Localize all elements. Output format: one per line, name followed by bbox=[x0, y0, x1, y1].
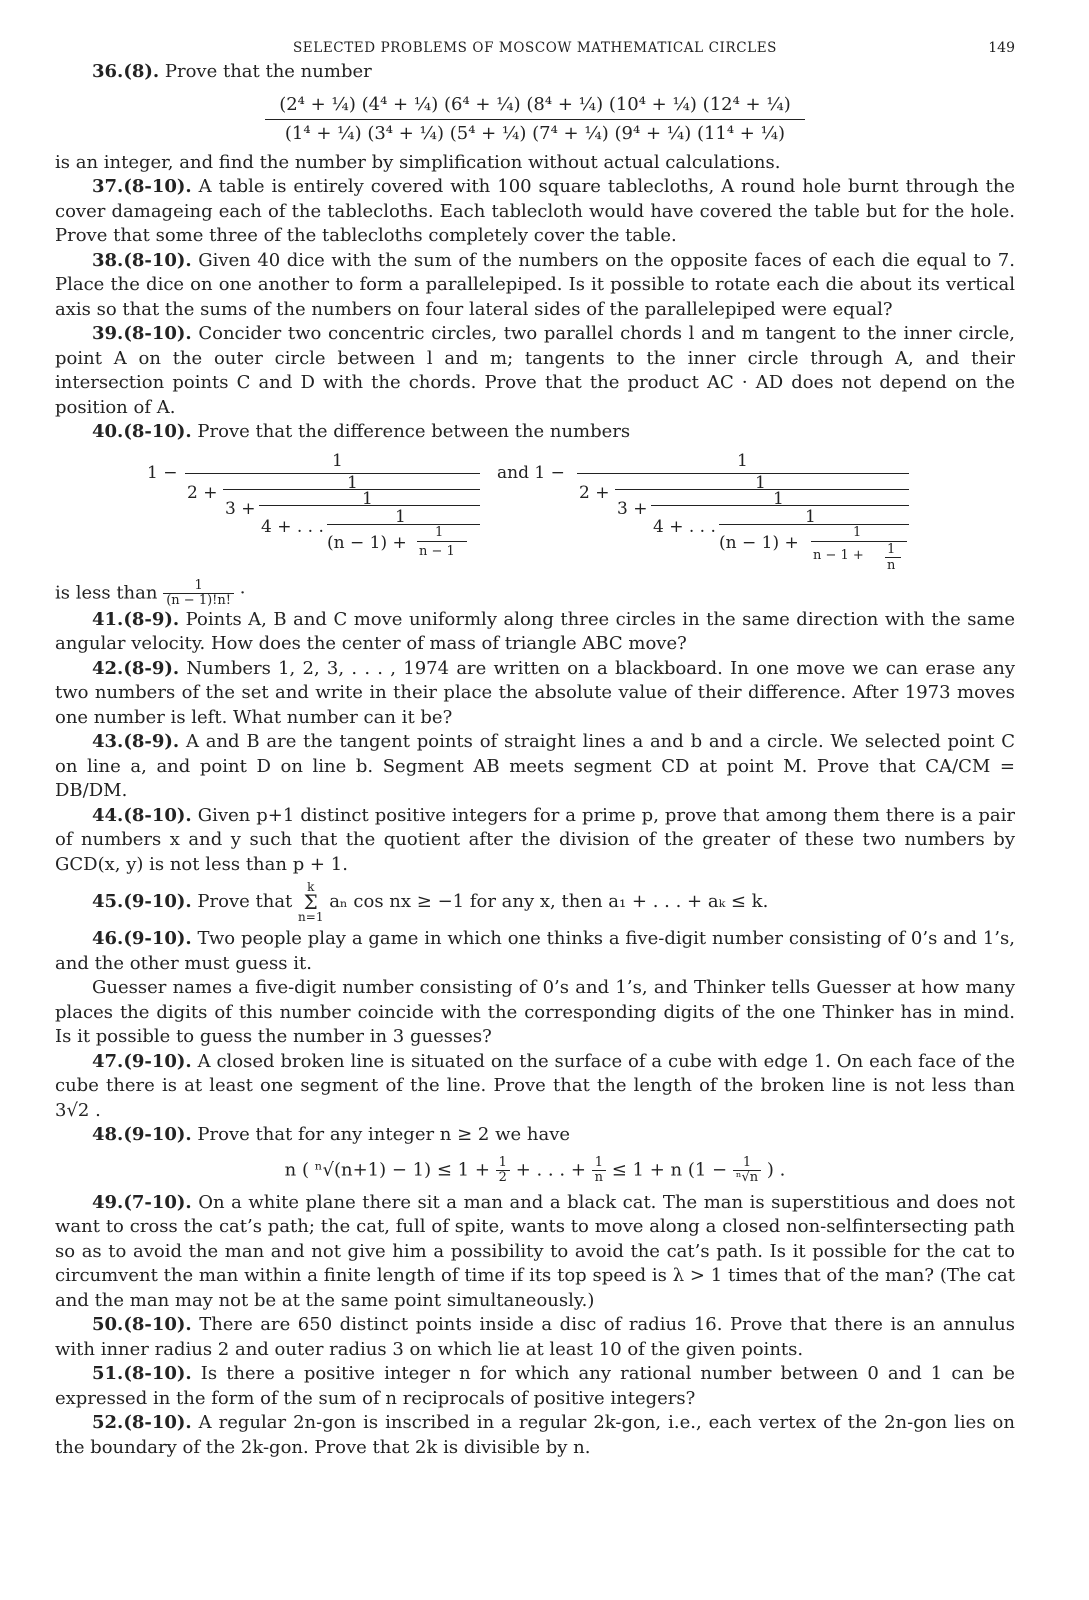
problem-44 bbox=[55, 804, 1015, 878]
bound-fraction bbox=[163, 579, 234, 608]
problem-43 bbox=[55, 730, 1015, 804]
problem-text: Prove that the difference between the numbers bbox=[197, 421, 631, 442]
problem-42 bbox=[55, 657, 1015, 731]
cf-n-minus-1-plus: (n − 1) + bbox=[719, 532, 799, 553]
formula-right: ≤ 1 + n (1 − bbox=[611, 1159, 728, 1180]
problem-text: Given 40 dice with the sum of the numbers on the opposite faces of each die equal to 7. Place the dice on one another to form a parallelepiped. Is it possible to rotate each die about its vertical axis so that the sums of the numbers on four lateral sides of the parallelepiped were equal? bbox=[55, 249, 1015, 320]
problem-36-after: is an integer, and find the number by simplification without actual calculations. bbox=[55, 151, 781, 173]
formula-left: n ( ⁿ√(n+1) − 1) ≤ 1 + bbox=[284, 1159, 490, 1180]
page-number: 149 bbox=[988, 40, 1015, 56]
problem-number: 49.(7-10). bbox=[92, 1191, 192, 1213]
cf-and: and 1 − bbox=[497, 462, 565, 483]
cf-one: 1 bbox=[805, 506, 816, 527]
problem-37 bbox=[55, 175, 1015, 249]
problem-number: 45.(9-10). bbox=[92, 891, 192, 912]
problem-number: 42.(8-9). bbox=[92, 657, 180, 679]
problem-46 bbox=[55, 927, 1015, 976]
fraction-numerator: 1 bbox=[733, 1156, 761, 1171]
cf-n-minus-1-plus-short: n − 1 + bbox=[813, 547, 864, 563]
cf-one: 1 bbox=[737, 450, 748, 471]
problem-41 bbox=[55, 608, 1015, 657]
one-over-n-fraction bbox=[592, 1156, 606, 1185]
cf-one: 1 bbox=[773, 488, 784, 509]
fraction-denominator: ⁿ√n bbox=[735, 1169, 759, 1185]
cf-and-container bbox=[495, 449, 585, 489]
cf-bar bbox=[223, 489, 480, 490]
problem-text: Is there a positive integer n for which any rational number between 0 and 1 can be expressed in the form of the sum of n reciprocals of positive integers? bbox=[55, 1363, 1015, 1409]
problem-number: 41.(8-9). bbox=[92, 608, 180, 630]
cf-one: 1 bbox=[755, 472, 766, 493]
cf-one: 1 bbox=[853, 524, 862, 540]
fraction-36 bbox=[55, 91, 1015, 149]
fraction-denominator: (1⁴ + ¼) (3⁴ + ¼) (5⁴ + ¼) (7⁴ + ¼) (9⁴ + ¼) (11⁴ + ¼) bbox=[284, 123, 786, 144]
formula-mid: + . . . + bbox=[515, 1159, 586, 1180]
cf-one: 1 bbox=[435, 524, 444, 540]
problem-51 bbox=[55, 1362, 1015, 1411]
cf-bar bbox=[185, 473, 480, 474]
cf-four-plus: 4 + . . . bbox=[653, 516, 716, 537]
summation bbox=[298, 881, 323, 923]
cf-one: 1 bbox=[332, 450, 343, 471]
problem-47 bbox=[55, 1050, 1015, 1124]
problem-text: Numbers 1, 2, 3, . . . , 1974 are written on a blackboard. In one move we can erase any two numbers of the set and write in their place the absolute value of their difference. After 1973 moves one number is left. What number can it be? bbox=[55, 657, 1015, 728]
problem-text: On a white plane there sit a man and a black cat. The man is superstitious and does not want to cross the cat’s path; the cat, full of spite, wants to move along a closed non-selfintersecting path so as to avoid the man and not give him a possibility to avoid the cat’s path. Is it possible for the cat to circumvent the man within a finite length of time if its top speed is λ > 1 times that of the man? (The cat and the man may not be at the same point simultaneously.) bbox=[55, 1191, 1015, 1311]
fraction-numerator: 1 bbox=[163, 579, 234, 594]
problem-text: A closed broken line is situated on the surface of a cube with edge 1. On each face of the cube there is at least one segment of the line. Prove that the length of the broken line is not less than 3√2 . bbox=[55, 1050, 1016, 1121]
half-fraction bbox=[496, 1156, 510, 1185]
cf-bar bbox=[327, 524, 480, 525]
problem-36 bbox=[55, 60, 1015, 85]
problem-text: Prove that the number bbox=[164, 61, 372, 82]
problem-text: Two people play a game in which one thinks a five-digit number consisting of 0’s and 1’s, and the other must guess it. bbox=[55, 928, 1015, 974]
continued-fraction-right bbox=[575, 449, 915, 579]
cf-one: 1 bbox=[395, 506, 406, 527]
fraction-denominator: (n − 1)!n! bbox=[166, 592, 231, 608]
formula-end: ) . bbox=[766, 1159, 786, 1180]
problem-text-post: aₙ cos nx ≥ −1 for any x, then a₁ + . . . + aₖ ≤ k. bbox=[329, 891, 769, 912]
problem-number: 47.(9-10). bbox=[92, 1050, 192, 1072]
fraction-denominator: 2 bbox=[498, 1169, 507, 1185]
problem-text: Concider two concentric circles, two parallel chords l and m tangent to the inner circle, point A on the outer circle between l and m; tangents to the inner circle through A, and their intersection points C and D with the chords. Prove that the product AC · AD does not depend on the position of A. bbox=[55, 323, 1015, 418]
cf-n-minus-1-plus: (n − 1) + bbox=[327, 532, 407, 553]
running-header bbox=[55, 36, 1015, 60]
cf-one-minus: 1 − bbox=[147, 462, 178, 483]
problem-text: Given p+1 distinct positive integers for a prime p, prove that among them there is a pair of numbers x and y such that the quotient after the division of the greater of these two numbers by GCD(x, y) is not less than p + 1. bbox=[55, 804, 1015, 875]
problem-text: Points A, B and C move uniformly along three circles in the same direction with the same angular velocity. How does the center of mass of triangle ABC move? bbox=[55, 608, 1015, 654]
problem-number: 51.(8-10). bbox=[92, 1363, 192, 1384]
cf-one: 1 bbox=[362, 488, 373, 509]
problem-text: A regular 2n-gon is inscribed in a regular 2k-gon, i.e., each vertex of the 2n-gon lies on the boundary of the 2k-gon. Prove that 2k is divisible by n. bbox=[55, 1412, 1015, 1458]
after-text: is less than bbox=[55, 582, 158, 603]
problem-40 bbox=[55, 420, 1015, 445]
problem-text: There are 650 distinct points inside a disc of radius 16. Prove that there is an annulus with inner radius 2 and outer radius 3 on which lie at least 10 of the given points. bbox=[55, 1314, 1015, 1360]
cf-two-plus: 2 + bbox=[187, 482, 218, 503]
problem-46-cont: Guesser names a five-digit number consisting of 0’s and 1’s, and Thinker tells Guesser at how many places the digits of this number coincide with the corresponding digits of the one Thinker has in mind. Is it possible to guess the number in 3 guesses? bbox=[55, 977, 1015, 1047]
continued-fractions bbox=[55, 449, 1015, 579]
cf-two-plus: 2 + bbox=[579, 482, 610, 503]
after-end: · bbox=[239, 582, 246, 603]
formula-48 bbox=[55, 1156, 1015, 1185]
cf-n-minus-1: n − 1 bbox=[419, 543, 455, 559]
fraction-numerator: (2⁴ + ¼) (4⁴ + ¼) (6⁴ + ¼) (8⁴ + ¼) (10⁴ + ¼) (12⁴ + ¼) bbox=[279, 93, 791, 115]
problem-52 bbox=[55, 1411, 1015, 1460]
cf-n: n bbox=[887, 557, 896, 573]
continued-fraction-left bbox=[147, 449, 487, 579]
problem-number: 40.(8-10). bbox=[92, 421, 192, 442]
cf-bar bbox=[417, 541, 467, 542]
cf-one: 1 bbox=[887, 541, 896, 557]
problem-number: 48.(9-10). bbox=[92, 1124, 192, 1145]
problem-39 bbox=[55, 322, 1015, 420]
problem-text: Prove that bbox=[197, 891, 293, 912]
problem-number: 43.(8-9). bbox=[92, 731, 180, 752]
problem-text: A table is entirely covered with 100 square tablecloths, A round hole burnt through the cover damageing each of the tablecloths. Each tablecloth would have covered the table but for the hole. Prove that some three of the tablecloths completely cover the table. bbox=[55, 176, 1015, 246]
fraction-numerator: 1 bbox=[592, 1156, 606, 1171]
problem-49 bbox=[55, 1191, 1015, 1314]
fraction-denominator: n bbox=[594, 1169, 604, 1185]
problem-number: 52.(8-10). bbox=[92, 1412, 192, 1433]
sum-symbol: Σ bbox=[303, 890, 318, 914]
root-fraction bbox=[733, 1156, 761, 1185]
problem-number: 36.(8). bbox=[92, 61, 160, 82]
cf-bar bbox=[651, 505, 909, 506]
cf-bar bbox=[577, 473, 909, 474]
problem-number: 39.(8-10). bbox=[92, 323, 192, 344]
header-title: SELECTED PROBLEMS OF MOSCOW MATHEMATICAL CIRCLES bbox=[292, 40, 778, 56]
problem-text: Prove that for any integer n ≥ 2 we have bbox=[197, 1124, 571, 1145]
problem-45 bbox=[55, 881, 1015, 923]
page bbox=[55, 36, 1015, 1460]
problem-38 bbox=[55, 249, 1015, 323]
problem-text: A and B are the tangent points of straight lines a and b and a circle. We selected point C on line a, and point D on line b. Segment AB meets segment CD at point M. Prove that CA/CM = DB/DM. bbox=[55, 731, 1015, 801]
sum-lower: n=1 bbox=[298, 910, 324, 924]
problem-40-after bbox=[55, 579, 1015, 608]
cf-three-plus: 3 + bbox=[225, 498, 256, 519]
cf-bar bbox=[719, 524, 909, 525]
problem-50 bbox=[55, 1313, 1015, 1362]
problem-number: 44.(8-10). bbox=[92, 804, 192, 826]
cf-three-plus: 3 + bbox=[617, 498, 648, 519]
fraction-numerator: 1 bbox=[496, 1156, 510, 1171]
problem-number: 50.(8-10). bbox=[92, 1314, 192, 1335]
cf-bar bbox=[259, 505, 480, 506]
problem-number: 38.(8-10). bbox=[92, 249, 192, 271]
cf-one: 1 bbox=[347, 472, 358, 493]
sum-upper: k bbox=[307, 880, 315, 894]
cf-four-plus: 4 + . . . bbox=[261, 516, 324, 537]
problem-number: 37.(8-10). bbox=[92, 176, 192, 197]
cf-bar bbox=[615, 489, 909, 490]
problem-48 bbox=[55, 1123, 1015, 1148]
problem-number: 46.(9-10). bbox=[92, 928, 192, 949]
